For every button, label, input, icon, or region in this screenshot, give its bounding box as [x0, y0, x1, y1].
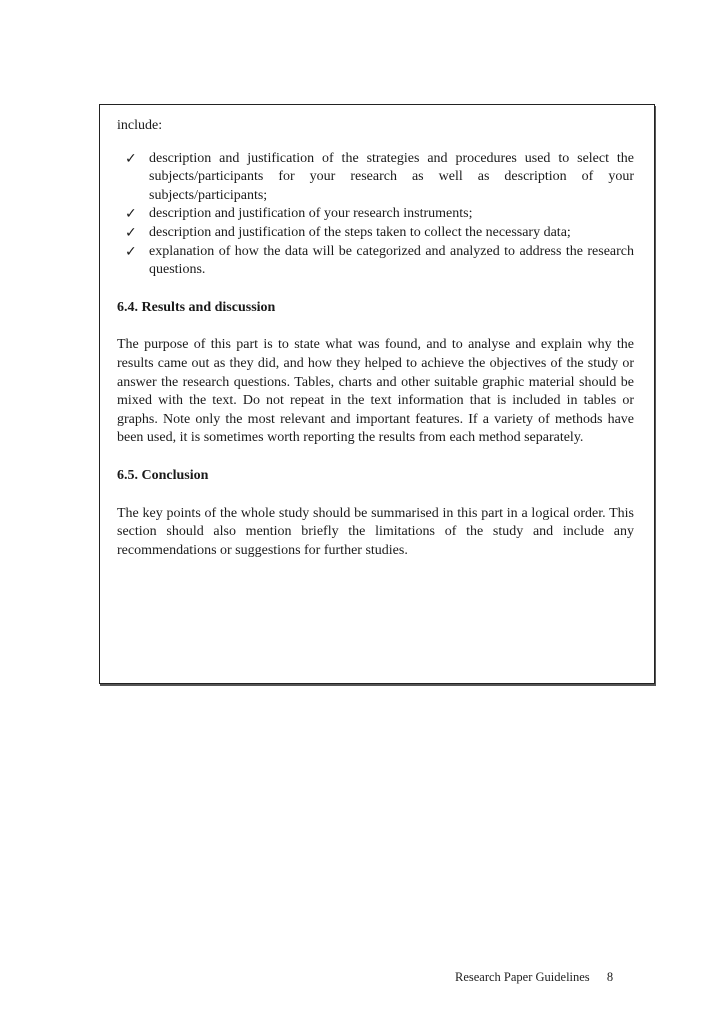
checklist-item: [117, 205, 634, 224]
page-number: 8: [606, 970, 614, 984]
checklist-item-text: description and justification of the steps taken to collect the necessary data;: [149, 224, 571, 240]
checkmark-icon: ✓: [125, 224, 137, 241]
checklist-item: [117, 243, 634, 280]
section-body-results: The purpose of this part is to state what was found, and to analyse and explain why the results came out as they did, and how they helped to achieve the objectives of the study or answer the research questions. Tables, charts and other suitable graphic material should be mixed with the text. Do not repeat in the text information that is included in tables or graphs. Note only the most relevant and important features. If a variety of methods have been used, it is sometimes worth reporting the results from each method separately.: [117, 337, 634, 446]
section-heading-conclusion: 6.5. Conclusion: [117, 467, 209, 483]
page-footer: [455, 970, 613, 985]
footer-title: Research Paper Guidelines: [455, 970, 590, 984]
checkmark-icon: ✓: [125, 150, 137, 167]
section-body-conclusion: The key points of the whole study should be summarised in this part in a logical order. This section should also mention briefly the limitations of the study and include any recommendations or suggestions for further studies.: [117, 505, 634, 558]
checklist: [117, 150, 634, 280]
checklist-item-text: explanation of how the data will be categorized and analyzed to address the research questions.: [149, 243, 634, 278]
checklist-item: [117, 224, 634, 243]
checklist-item-text: description and justification of the strategies and procedures used to select the subjects/participants for your research as well as description of your subjects/participants;: [149, 150, 634, 203]
checkmark-icon: ✓: [125, 206, 137, 223]
page-content: [117, 117, 634, 579]
checkmark-icon: ✓: [125, 243, 137, 260]
intro-text: include:: [117, 118, 163, 133]
checklist-item-text: description and justification of your research instruments;: [149, 206, 473, 222]
section-heading-results: 6.4. Results and discussion: [117, 299, 276, 315]
checklist-item: [117, 150, 634, 206]
